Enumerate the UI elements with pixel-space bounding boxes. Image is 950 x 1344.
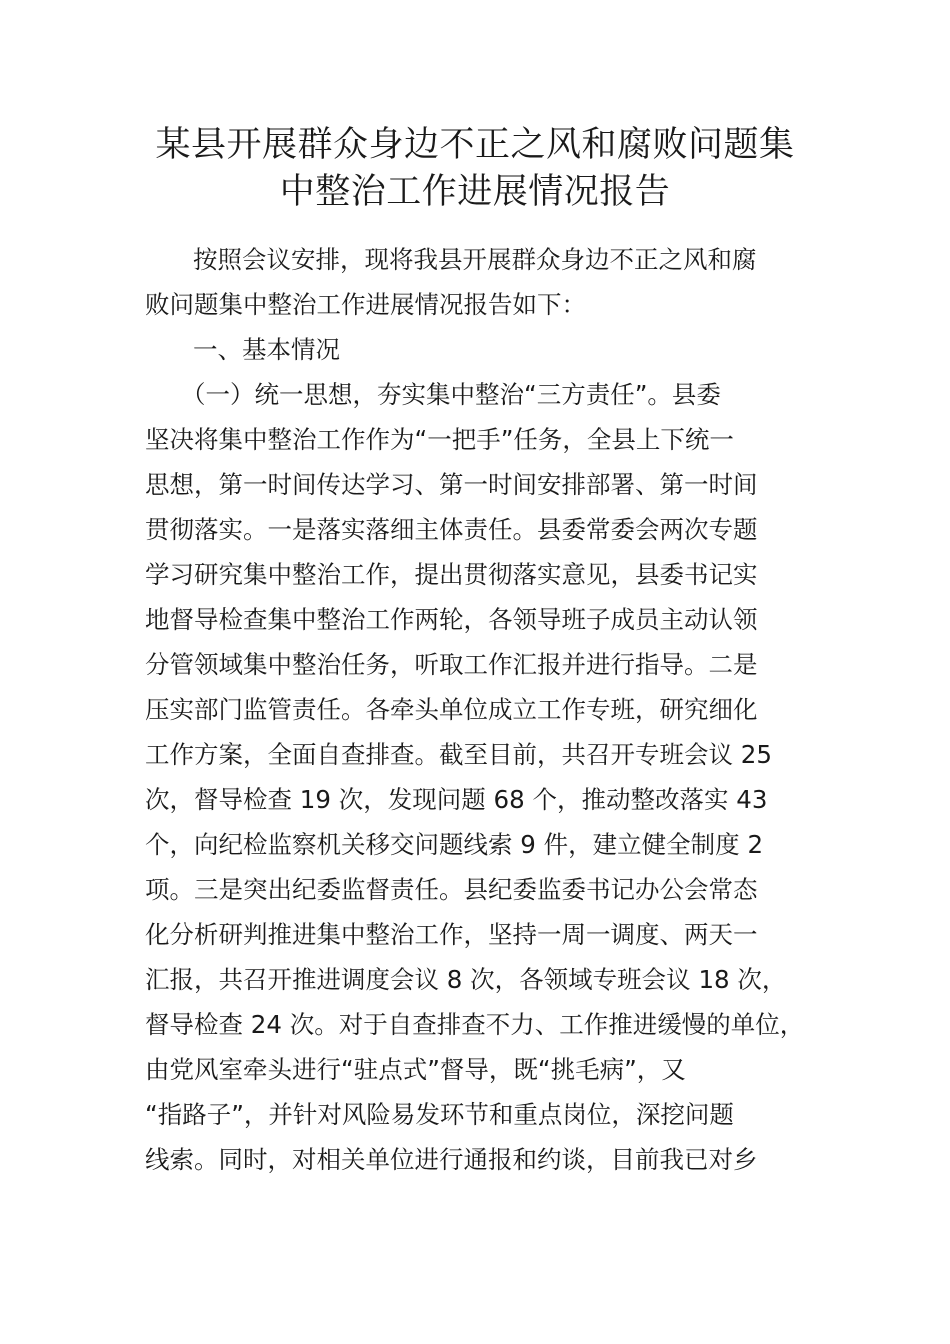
body-line: 坚决将集中整治工作作为“一把手”任务，全县上下统一 [145, 425, 734, 454]
body-line: 贯彻落实。一是落实落细主体责任。县委常委会两次专题 [145, 515, 758, 544]
body-line: （一）统一思想，夯实集中整治“三方责任”。县委 [181, 380, 721, 409]
body-line: 线索。同时，对相关单位进行通报和约谈，目前我已对乡 [145, 1145, 758, 1174]
body-line: 学习研究集中整治工作，提出贯彻落实意见，县委书记实 [145, 560, 758, 589]
body-line: 个，向纪检监察机关移交问题线索 9 件，建立健全制度 2 [145, 830, 764, 859]
body-line: 地督导检查集中整治工作两轮，各领导班子成员主动认领 [145, 605, 758, 634]
body-line: 项。三是突出纪委监督责任。县纪委监委书记办公会常态 [145, 875, 758, 904]
paragraph-intro-line-2: 败问题集中整治工作进展情况报告如下： [145, 290, 586, 319]
body-line: 工作方案，全面自查排查。截至目前，共召开专班会议 25 [145, 740, 772, 769]
document-title-line-2: 中整治工作进展情况报告 [279, 172, 671, 212]
body-line: 次，督导检查 19 次，发现问题 68 个，推动整改落实 43 [145, 785, 768, 814]
body-line: 由党风室牵头进行“驻点式”督导，既“挑毛病”，又 [145, 1055, 686, 1084]
document-title-line-1: 某县开展群众身边不正之风和腐败问题集 [155, 125, 795, 165]
body-line: “指路子”，并针对风险易发环节和重点岗位，深挖问题 [145, 1100, 734, 1129]
body-line: 分管领域集中整治任务，听取工作汇报并进行指导。二是 [145, 650, 758, 679]
body-line: 督导检查 24 次。对于自查排查不力、工作推进缓慢的单位， [145, 1010, 805, 1039]
paragraph-intro-line-1: 按照会议安排，现将我县开展群众身边不正之风和腐 [193, 245, 757, 274]
section-heading-basic-situation: 一、基本情况 [193, 335, 340, 364]
body-line: 汇报，共召开推进调度会议 8 次，各领域专班会议 18 次， [145, 965, 787, 994]
body-line: 化分析研判推进集中整治工作，坚持一周一调度、两天一 [145, 920, 758, 949]
body-line: 思想，第一时间传达学习、第一时间安排部署、第一时间 [145, 470, 758, 499]
body-line: 压实部门监管责任。各牵头单位成立工作专班，研究细化 [145, 695, 758, 724]
